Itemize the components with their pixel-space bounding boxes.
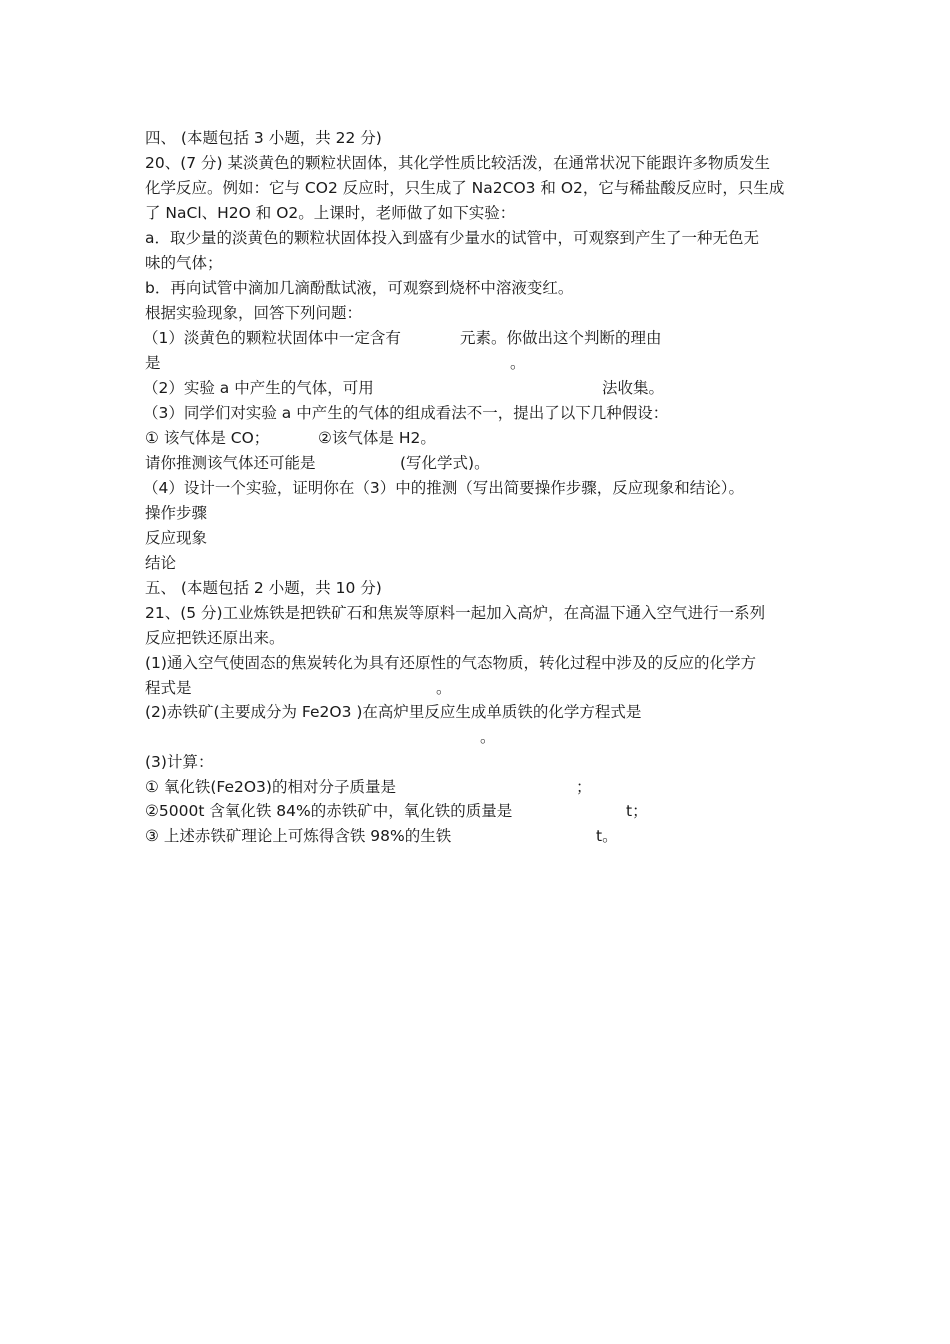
q20-a-line1: a．取少量的淡黄色的颗粒状固体投入到盛有少量水的试管中，可观察到产生了一种无色无 (145, 229, 760, 247)
q20-line2: 化学反应。例如：它与 CO2 反应时，只生成了 Na2CO3 和 O2，它与稀盐酸反应时，只生成 (145, 179, 785, 197)
q20-p1-part2: 元素。你做出这个判断的理由 (460, 329, 662, 347)
q20-conclusion-label: 结论 (145, 554, 177, 572)
q20-line3: 了 NaCl、H2O 和 O2。上课时，老师做了如下实验： (145, 204, 516, 222)
q20-hyp2: ②该气体是 H2。 (318, 429, 436, 447)
q21-line1: 21、(5 分)工业炼铁是把铁矿石和焦炭等原料一起加入高炉，在高温下通入空气进行一系列 (145, 604, 766, 622)
q20-line1: 20、(7 分) 某淡黄色的颗粒状固体，其化学性质比较活泼，在通常状况下能跟许多物质发生 (145, 154, 771, 172)
q20-p2-part2: 法收集。 (602, 379, 665, 397)
q20-p1-part1: （1）淡黄色的颗粒状固体中一定含有 (143, 329, 401, 347)
q20-intro: 根据实验现象，回答下列问题： (145, 304, 363, 322)
q20-a-line2: 味的气体； (145, 254, 223, 272)
q21-p2-line1: (2)赤铁矿(主要成分为 Fe2O3 )在高炉里反应生成单质铁的化学方程式是 (145, 703, 642, 721)
q20-p3-line: （3）同学们对实验 a 中产生的气体的组成看法不一，提出了以下几种假设： (143, 404, 669, 422)
q20-p1-line2: 是 (145, 354, 161, 372)
q20-p4-line: （4）设计一个实验，证明你在（3）中的推测（写出简要操作步骤，反应现象和结论）。 (143, 479, 744, 497)
q20-hyp1: ① 该气体是 CO； (145, 429, 270, 447)
q21-c3-end: t。 (596, 827, 618, 845)
q21-c2-end: t； (626, 802, 648, 820)
q20-steps-label: 操作步骤 (145, 504, 208, 522)
q20-guess-part1: 请你推测该气体还可能是 (145, 454, 316, 472)
q21-p2-end: 。 (480, 728, 496, 746)
q21-p3: (3)计算： (145, 753, 214, 771)
q20-p2-part1: （2）实验 a 中产生的气体，可用 (143, 379, 374, 397)
q21-p1-line1: (1)通入空气使固态的焦炭转化为具有还原性的气态物质，转化过程中涉及的反应的化学方 (145, 654, 756, 672)
q20-b-line: b．再向试管中滴加几滴酚酞试液，可观察到烧杯中溶液变红。 (145, 279, 574, 297)
q20-p1-end: 。 (510, 354, 526, 372)
section5-header: 五、 (本题包括 2 小题，共 10 分) (145, 579, 382, 597)
q21-line2: 反应把铁还原出来。 (145, 629, 285, 647)
q21-c3-part1: ③ 上述赤铁矿理论上可炼得含铁 98%的生铁 (145, 827, 452, 845)
q20-phenomenon-label: 反应现象 (145, 529, 208, 547)
q21-p1-end: 。 (436, 679, 452, 697)
q21-c1-part1: ① 氧化铁(Fe2O3)的相对分子质量是 (145, 778, 396, 796)
q21-c2-part1: ②5000t 含氧化铁 84%的赤铁矿中，氧化铁的质量是 (145, 802, 513, 820)
q20-guess-part2: (写化学式)。 (400, 454, 490, 472)
q21-c1-end: ； (576, 778, 592, 796)
q21-p1-line2: 程式是 (145, 679, 192, 697)
section4-header: 四、 (本题包括 3 小题，共 22 分) (145, 129, 382, 147)
